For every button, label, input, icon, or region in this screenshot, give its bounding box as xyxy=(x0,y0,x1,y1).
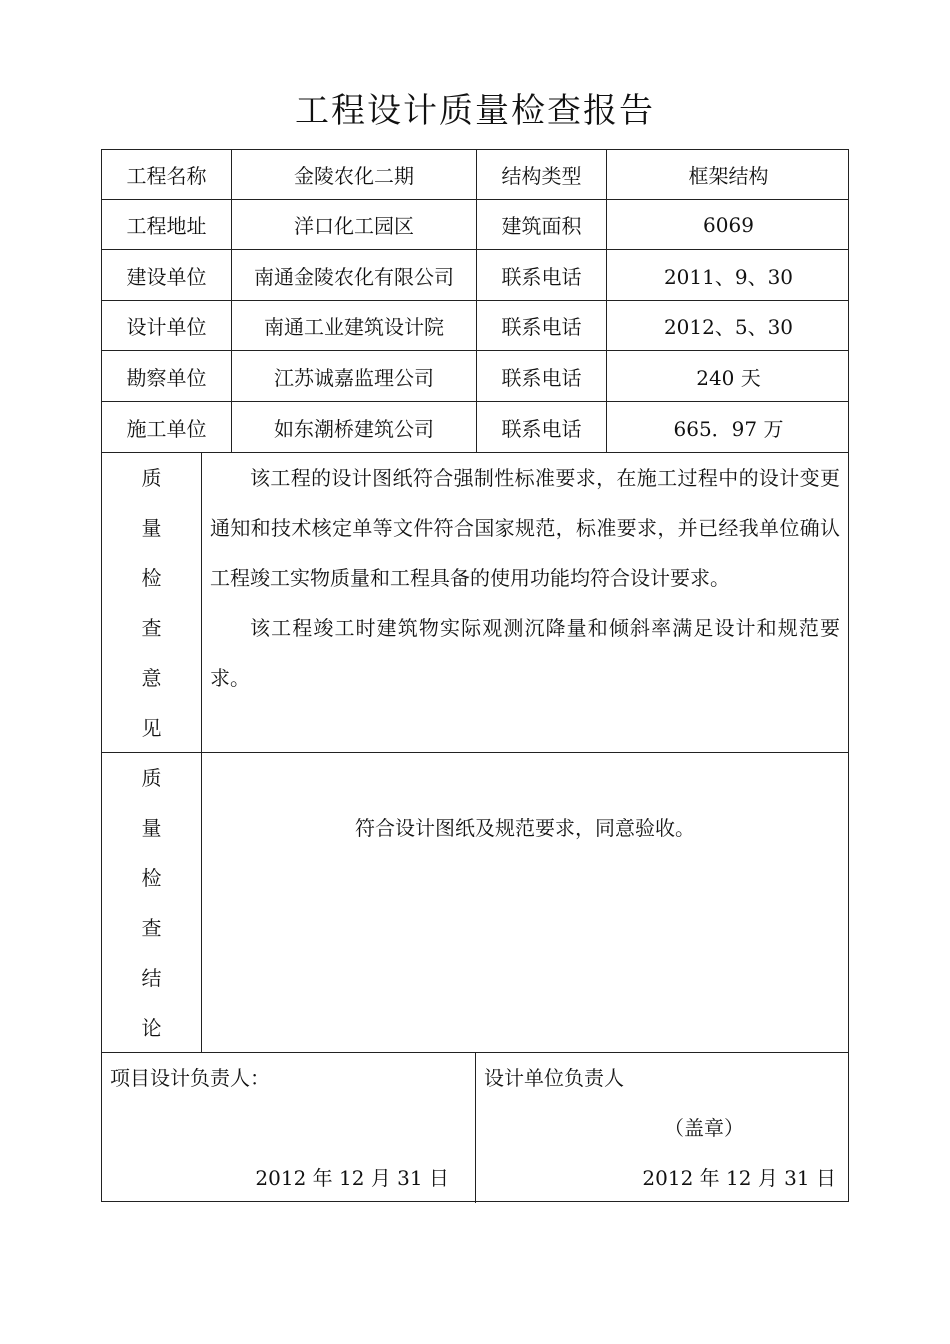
quality-opinion-label xyxy=(102,453,202,752)
label-char: 结 xyxy=(141,966,162,990)
info-label: 建设单位 xyxy=(102,250,232,300)
info-label: 施工单位 xyxy=(102,402,232,452)
info-label: 建筑面积 xyxy=(477,200,607,249)
info-value: 金陵农化二期 xyxy=(232,150,477,199)
quality-opinion-text xyxy=(202,453,848,752)
info-label: 联系电话 xyxy=(477,402,607,452)
info-label: 联系电话 xyxy=(477,301,607,350)
seal-placeholder: （盖章） xyxy=(664,1116,744,1140)
signature-label: 项目设计负责人： xyxy=(110,1066,270,1090)
info-value: 洋口化工园区 xyxy=(232,200,477,249)
info-label: 工程地址 xyxy=(102,200,232,249)
label-char: 查 xyxy=(141,616,162,640)
info-label: 联系电话 xyxy=(477,250,607,300)
label-char: 查 xyxy=(141,916,162,940)
info-value: 江苏诚嘉监理公司 xyxy=(232,351,477,401)
opinion-paragraph: 该工程的设计图纸符合强制性标准要求，在施工过程中的设计变更通知和技术核定单等文件符合国家规范，标准要求，并已经我单位确认工程竣工实物质量和工程具备的使用功能均符合设计要求。 xyxy=(210,466,840,590)
design-unit-signature xyxy=(476,1053,848,1203)
info-row-address xyxy=(102,200,848,250)
signature-date: 2012 年 12 月 31 日 xyxy=(255,1166,449,1190)
info-row-construction xyxy=(102,402,848,453)
info-row-survey xyxy=(102,351,848,402)
quality-conclusion-text: 符合设计图纸及规范要求，同意验收。 xyxy=(355,816,695,840)
quality-conclusion-label xyxy=(102,753,202,1052)
info-value: 665．97 万 xyxy=(673,416,784,441)
opinion-paragraph: 该工程竣工时建筑物实际观测沉降量和倾斜率满足设计和规范要求。 xyxy=(210,616,840,690)
signature-label: 设计单位负责人 xyxy=(484,1066,624,1090)
page-title: 工程设计质量检查报告 xyxy=(295,91,655,131)
quality-conclusion-section xyxy=(102,753,848,1053)
label-char: 论 xyxy=(141,1016,162,1040)
info-value: 6069 xyxy=(703,212,754,237)
label-char: 质 xyxy=(141,466,162,490)
info-value: 南通工业建筑设计院 xyxy=(232,301,477,350)
info-row-builder xyxy=(102,250,848,301)
info-label: 设计单位 xyxy=(102,301,232,350)
info-label: 勘察单位 xyxy=(102,351,232,401)
label-char: 检 xyxy=(141,866,162,890)
label-char: 检 xyxy=(141,566,162,590)
info-label: 工程名称 xyxy=(102,150,232,199)
info-value: 2011、9、30 xyxy=(663,264,794,289)
label-char: 质 xyxy=(141,766,162,790)
info-value: 2012、5、30 xyxy=(663,315,794,339)
signature-date: 2012 年 12 月 31 日 xyxy=(642,1166,836,1190)
label-char: 量 xyxy=(141,816,162,840)
info-value: 南通金陵农化有限公司 xyxy=(232,250,477,300)
label-char: 意 xyxy=(141,666,162,690)
info-row-project-name xyxy=(102,150,848,200)
info-row-designer xyxy=(102,301,848,351)
info-value: 框架结构 xyxy=(688,164,769,188)
signature-section xyxy=(102,1053,848,1203)
info-value: 如东潮桥建筑公司 xyxy=(232,402,477,452)
label-char: 量 xyxy=(141,516,162,540)
info-value: 240 天 xyxy=(696,365,761,390)
info-label: 联系电话 xyxy=(477,351,607,401)
report-table xyxy=(101,149,849,1202)
info-label: 结构类型 xyxy=(477,150,607,199)
project-designer-signature xyxy=(102,1053,476,1203)
quality-opinion-section xyxy=(102,453,848,753)
label-char: 见 xyxy=(141,716,162,740)
